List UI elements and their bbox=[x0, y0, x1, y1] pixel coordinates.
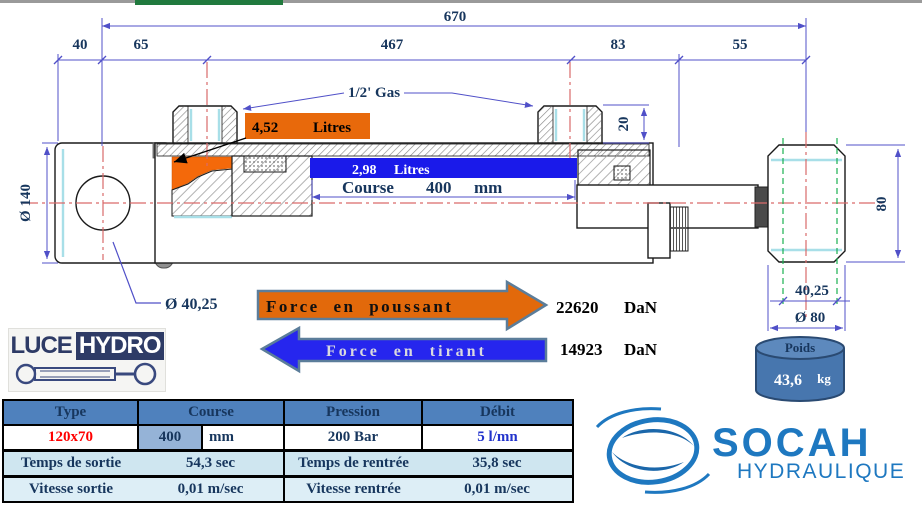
cell-vitesse-sortie-label: Vitesse sortie bbox=[3, 477, 138, 503]
spec-table-speed-row bbox=[3, 477, 573, 503]
cell-vitesse-rentree-label: Vitesse rentrée bbox=[284, 477, 422, 503]
dim-40-text: 40 bbox=[72, 37, 88, 53]
cell-temps-rentree-label: Temps de rentrée bbox=[284, 451, 422, 477]
push-force-value: 22620 bbox=[556, 298, 599, 317]
luce-hydro-logo bbox=[8, 328, 166, 392]
gland-nut-knurl bbox=[670, 207, 688, 251]
spec-table bbox=[2, 399, 574, 503]
header-course: Course bbox=[138, 400, 284, 425]
eye-hole-text: 40,25 bbox=[795, 283, 829, 299]
rod-seal bbox=[614, 166, 630, 180]
socah-logo bbox=[597, 409, 905, 493]
cell-vitesse-sortie-value: 0,01 m/sec bbox=[138, 477, 284, 503]
weight-drum bbox=[756, 337, 844, 401]
stroke-value: 400 bbox=[426, 178, 452, 197]
pull-volume-bar bbox=[310, 158, 577, 178]
piston-seal bbox=[244, 156, 286, 172]
spec-table-header-row bbox=[3, 400, 573, 425]
socah-name: SOCAH bbox=[712, 421, 872, 465]
luce-hydro-wordmark bbox=[10, 332, 163, 360]
header-type: Type bbox=[3, 400, 138, 425]
force-arrows bbox=[258, 282, 658, 371]
socah-subtitle: HYDRAULIQUE bbox=[737, 460, 906, 483]
socah-swirl-lower bbox=[612, 452, 684, 471]
eye-thickness-text: 80 bbox=[874, 196, 890, 212]
cell-temps-sortie-value: 54,3 sec bbox=[138, 451, 284, 477]
bore-dim-text: Ø 140 bbox=[18, 184, 34, 222]
top-strip bbox=[0, 0, 922, 5]
weight-value: 43,6 bbox=[774, 372, 802, 389]
barrel-top-wall-hatch bbox=[157, 144, 649, 156]
cell-course-value: 400 bbox=[138, 425, 202, 451]
weight-unit: kg bbox=[817, 371, 831, 386]
pull-volume-unit: Litres bbox=[394, 163, 430, 178]
port-thread-text: 1/2' Gas bbox=[347, 85, 401, 101]
socah-swirl-upper bbox=[622, 429, 694, 446]
cell-temps-rentree-value: 35,8 sec bbox=[422, 451, 573, 477]
push-force-unit: DaN bbox=[624, 298, 658, 317]
eye-dia-text: Ø 80 bbox=[794, 310, 826, 326]
hydro-text: HYDRO bbox=[76, 332, 164, 360]
left-port bbox=[173, 106, 237, 143]
header-pression: Pression bbox=[284, 400, 422, 425]
cell-debit-value: 5 l/mn bbox=[422, 425, 573, 451]
port-dim-text: 20 bbox=[616, 116, 632, 132]
header-debit: Débit bbox=[422, 400, 573, 425]
stroke-unit: mm bbox=[474, 178, 503, 197]
pull-force-unit: DaN bbox=[624, 340, 658, 359]
weight-title: Poids bbox=[784, 340, 816, 355]
cell-vitesse-rentree-value: 0,01 m/sec bbox=[422, 477, 573, 503]
pull-force-value: 14923 bbox=[560, 340, 603, 359]
top-green-bar bbox=[135, 0, 283, 5]
cell-type-value: 120x70 bbox=[3, 425, 138, 451]
luce-text: LUCE bbox=[10, 332, 72, 359]
luce-cylinder-sketch bbox=[12, 360, 162, 388]
dim-467-text: 467 bbox=[380, 37, 404, 53]
socah-globe-icon bbox=[605, 414, 701, 488]
push-volume-unit: Litres bbox=[313, 120, 352, 136]
push-volume-value: 4,52 bbox=[252, 120, 279, 136]
thread-leader-right bbox=[404, 93, 533, 106]
spec-table-time-row bbox=[3, 451, 573, 477]
spec-table-values-row bbox=[3, 425, 573, 451]
rod-shoulder bbox=[755, 187, 768, 227]
stroke-label: Course bbox=[342, 178, 394, 197]
dim-670-text: 670 bbox=[443, 9, 467, 25]
gland-nut-exterior bbox=[648, 203, 670, 258]
thread-leader-left bbox=[243, 93, 344, 109]
dim-65-text: 65 bbox=[133, 37, 149, 53]
dim-83-text: 83 bbox=[610, 37, 626, 53]
cell-course-unit: mm bbox=[202, 425, 284, 451]
pull-force-label: Force en tirant bbox=[326, 343, 487, 360]
pin-hole-text: Ø 40,25 bbox=[165, 296, 218, 313]
pull-volume-value: 2,98 bbox=[352, 163, 377, 178]
cell-pression-value: 200 Bar bbox=[284, 425, 422, 451]
dim-55-text: 55 bbox=[732, 37, 748, 53]
cell-temps-sortie-label: Temps de sortie bbox=[3, 451, 138, 477]
push-force-label: Force en poussant bbox=[266, 297, 454, 316]
